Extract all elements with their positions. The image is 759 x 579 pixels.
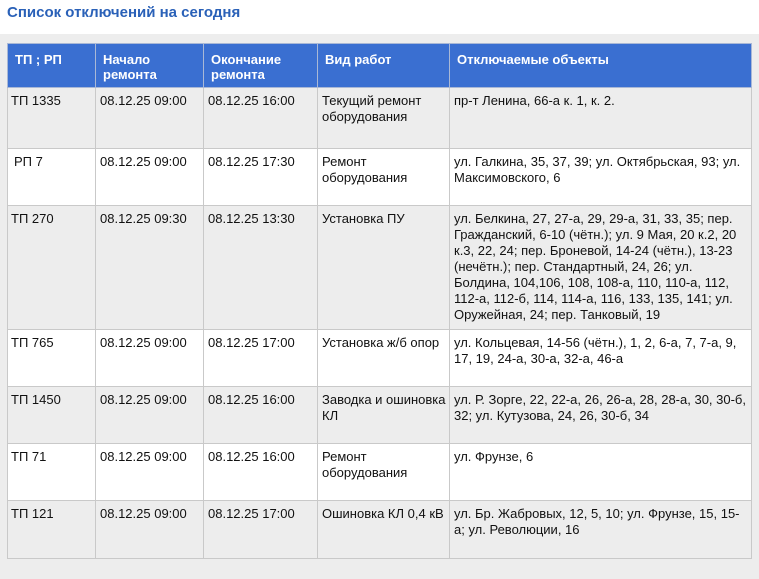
header-end: Окончание ремонта [204,44,318,88]
cell-tp: РП 7 [8,149,96,206]
cell-tp: ТП 765 [8,330,96,387]
header-start: Начало ремонта [96,44,204,88]
cell-end: 08.12.25 17:30 [204,149,318,206]
header-work: Вид работ [318,44,450,88]
cell-objects: ул. Белкина, 27, 27-а, 29, 29-а, 31, 33, 35; пер. Гражданский, 6-10 (чётн.); ул. 9 Мая, 20 к.2, 20 к.3, 22, 24; пер. Броневой, 14-24 (чётн.), 13-23 (нечётн.); пер. Стандартный, 24, 26; ул. Болдина, 104,106, 108, 108-а, 110, 110-а, 112, 112-а, 112-б, 114, 114-а, 116, 133, 135, 141; ул. Оружейная, 24; пер. Танковый, 19 [450,206,752,330]
table-header-row [8,44,752,88]
cell-end: 08.12.25 16:00 [204,387,318,444]
table-container [0,34,759,579]
page-title: Список отключений на сегодня [7,4,241,21]
cell-end: 08.12.25 17:00 [204,330,318,387]
cell-work: Установка ПУ [318,206,450,330]
cell-start: 08.12.25 09:00 [96,387,204,444]
cell-tp: ТП 1335 [8,88,96,149]
table-row [8,387,752,444]
cell-work: Ремонт оборудования [318,149,450,206]
cell-start: 08.12.25 09:00 [96,501,204,559]
cell-objects: ул. Галкина, 35, 37, 39; ул. Октябрьская, 93; ул. Максимовского, 6 [450,149,752,206]
cell-objects: пр-т Ленина, 66-а к. 1, к. 2. [450,88,752,149]
cell-start: 08.12.25 09:00 [96,444,204,501]
cell-objects: ул. Бр. Жабровых, 12, 5, 10; ул. Фрунзе, 15, 15-а; ул. Революции, 16 [450,501,752,559]
cell-work: Ремонт оборудования [318,444,450,501]
cell-end: 08.12.25 16:00 [204,444,318,501]
cell-work: Ошиновка КЛ 0,4 кВ [318,501,450,559]
cell-objects: ул. Р. Зорге, 22, 22-а, 26, 26-а, 28, 28-а, 30, 30-б, 32; ул. Кутузова, 24, 26, 30-б, 34 [450,387,752,444]
table-row [8,206,752,330]
cell-start: 08.12.25 09:30 [96,206,204,330]
table-row [8,149,752,206]
header-objects: Отключаемые объекты [450,44,752,88]
cell-work: Заводка и ошиновка КЛ [318,387,450,444]
cell-tp: ТП 121 [8,501,96,559]
cell-end: 08.12.25 17:00 [204,501,318,559]
cell-objects: ул. Фрунзе, 6 [450,444,752,501]
table-row [8,88,752,149]
cell-work: Установка ж/б опор [318,330,450,387]
table-row [8,501,752,559]
cell-start: 08.12.25 09:00 [96,330,204,387]
table-row [8,330,752,387]
cell-tp: ТП 71 [8,444,96,501]
table-row [8,444,752,501]
cell-end: 08.12.25 16:00 [204,88,318,149]
cell-end: 08.12.25 13:30 [204,206,318,330]
cell-objects: ул. Кольцевая, 14-56 (чётн.), 1, 2, 6-а, 7, 7-а, 9, 17, 19, 24-а, 30-а, 32-а, 46-а [450,330,752,387]
header-tp: ТП ; РП [8,44,96,88]
cell-tp: ТП 1450 [8,387,96,444]
cell-tp: ТП 270 [8,206,96,330]
cell-start: 08.12.25 09:00 [96,88,204,149]
outages-table [7,43,752,559]
cell-work: Текущий ремонт оборудования [318,88,450,149]
cell-start: 08.12.25 09:00 [96,149,204,206]
